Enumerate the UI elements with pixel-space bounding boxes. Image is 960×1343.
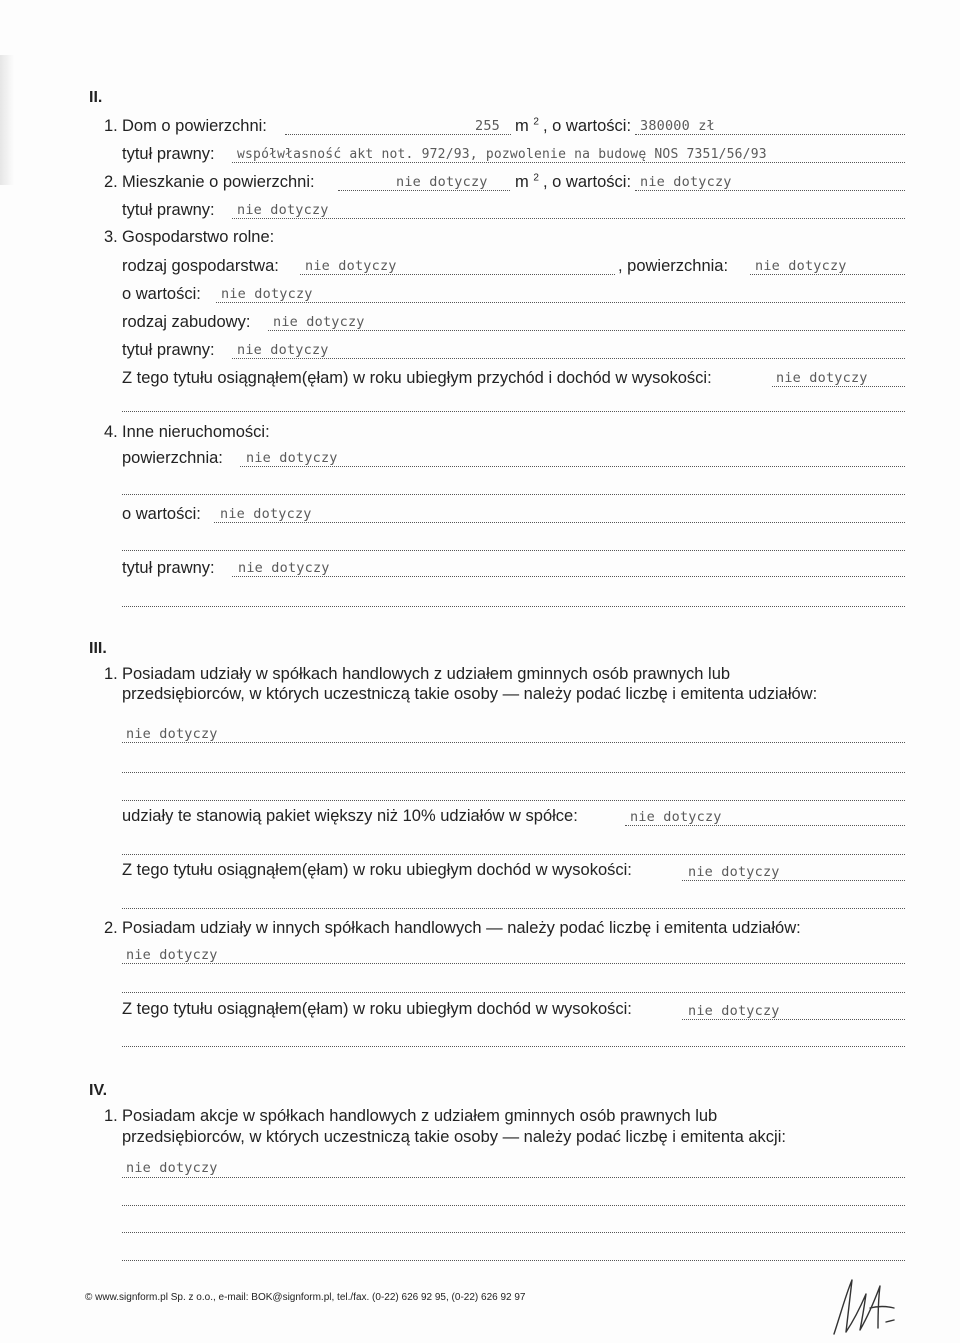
house-value-label: , o wartości: xyxy=(543,117,632,135)
item-number: 2. xyxy=(104,173,118,191)
stocks-answer: nie dotyczy xyxy=(126,1160,218,1176)
flat-title-value: nie dotyczy xyxy=(237,202,329,218)
other-property-heading: Inne nieruchomości: xyxy=(122,423,270,441)
dotted-line xyxy=(285,134,511,135)
other-shares-income-label: Z tego tytułu osiągnąłem(ęłam) w roku ubiegłym dochód w wysokości: xyxy=(122,1000,632,1018)
dotted-line xyxy=(682,1019,905,1020)
dotted-line xyxy=(240,466,905,467)
dotted-line xyxy=(122,411,905,412)
flat-area-label: Mieszkanie o powierzchni: xyxy=(122,173,315,191)
item-number: 4. xyxy=(104,423,118,441)
dotted-line xyxy=(268,330,905,331)
other-area-label: powierzchnia: xyxy=(122,449,223,467)
dotted-line xyxy=(122,1232,905,1233)
section-iv-heading: IV. xyxy=(89,1082,108,1099)
dotted-line xyxy=(625,825,905,826)
other-shares-income-value: nie dotyczy xyxy=(688,1003,780,1019)
dotted-line xyxy=(338,190,510,191)
item-number: 1. xyxy=(104,117,118,135)
farm-build-label: rodzaj zabudowy: xyxy=(122,313,251,331)
dotted-line xyxy=(122,1205,905,1206)
dotted-line xyxy=(122,1177,905,1178)
item-number: 3. xyxy=(104,228,118,246)
dotted-line xyxy=(772,386,905,387)
farm-income-value: nie dotyczy xyxy=(776,370,868,386)
other-title-value: nie dotyczy xyxy=(238,560,330,576)
flat-value: nie dotyczy xyxy=(640,174,732,190)
item-number: 1. xyxy=(104,1107,118,1125)
shares-income-value: nie dotyczy xyxy=(688,864,780,880)
farm-income-label: Z tego tytułu osiągnąłem(ęłam) w roku ubiegłym przychód i dochód w wysokości: xyxy=(122,369,712,387)
farm-area-label: , powierzchnia: xyxy=(618,257,729,275)
dotted-line xyxy=(122,494,905,495)
dotted-line xyxy=(232,576,905,577)
shares-answer: nie dotyczy xyxy=(126,726,218,742)
dotted-line xyxy=(122,992,905,993)
stocks-line1: Posiadam akcje w spółkach handlowych z udziałem gminnych osób prawnych lub xyxy=(122,1107,718,1125)
dotted-line xyxy=(122,908,905,909)
dotted-line xyxy=(232,218,905,219)
house-area-value: 255 xyxy=(475,118,500,134)
dotted-line xyxy=(122,1260,905,1261)
house-title-value: współwłasność akt not. 972/93, pozwolenie na budowę NOS 7351/56/93 xyxy=(237,147,767,162)
farm-title-label: tytuł prawny: xyxy=(122,341,215,359)
dotted-line xyxy=(300,274,615,275)
other-shares-answer: nie dotyczy xyxy=(126,947,218,963)
dotted-line xyxy=(122,772,905,773)
farm-title-value: nie dotyczy xyxy=(237,342,329,358)
item-number: 1. xyxy=(104,665,118,683)
area-unit: m $^2$ xyxy=(515,116,539,135)
shares-pct-value: nie dotyczy xyxy=(630,809,722,825)
dotted-line xyxy=(122,854,905,855)
farm-value-label: o wartości: xyxy=(122,285,201,303)
farm-type-value: nie dotyczy xyxy=(305,258,397,274)
farm-type-label: rodzaj gospodarstwa: xyxy=(122,257,279,275)
house-value: 380000 zł xyxy=(640,118,715,134)
dotted-line xyxy=(682,880,905,881)
other-value: nie dotyczy xyxy=(220,506,312,522)
house-title-label: tytuł prawny: xyxy=(122,145,215,163)
footer-text: © www.signform.pl Sp. z o.o., e-mail: BOK@signform.pl, tel./fax. (0-22) 626 92 95, (0-22) 626 92 97 xyxy=(85,1292,526,1303)
other-value-label: o wartości: xyxy=(122,505,201,523)
dotted-line xyxy=(122,550,905,551)
other-area-value: nie dotyczy xyxy=(246,450,338,466)
section-iii-heading: III. xyxy=(89,640,107,657)
dotted-line xyxy=(216,302,905,303)
dotted-line xyxy=(232,358,905,359)
flat-title-label: tytuł prawny: xyxy=(122,201,215,219)
dotted-line xyxy=(122,800,905,801)
dotted-line xyxy=(635,190,905,191)
farm-value: nie dotyczy xyxy=(221,286,313,302)
dotted-line xyxy=(232,162,905,163)
dotted-line xyxy=(122,742,905,743)
dotted-line xyxy=(122,963,905,964)
dotted-line xyxy=(750,274,905,275)
farm-area-value: nie dotyczy xyxy=(755,258,847,274)
stocks-line2: przedsiębiorców, w których uczestniczą takie osoby — należy podać liczbę i emitenta akcji: xyxy=(122,1128,786,1146)
farm-heading: Gospodarstwo rolne: xyxy=(122,228,275,246)
item-number: 2. xyxy=(104,919,118,937)
shares-line2: przedsiębiorców, w których uczestniczą takie osoby — należy podać liczbę i emitenta udziałów: xyxy=(122,685,818,703)
shares-line1: Posiadam udziały w spółkach handlowych z udziałem gminnych osób prawnych lub xyxy=(122,665,731,683)
dotted-line xyxy=(635,134,905,135)
shares-pct-label: udziały te stanowią pakiet większy niż 10% udziałów w spółce: xyxy=(122,807,578,825)
other-title-label: tytuł prawny: xyxy=(122,559,215,577)
house-area-label: Dom o powierzchni: xyxy=(122,117,267,135)
area-unit: m $^2$ xyxy=(515,172,539,191)
other-shares-line1: Posiadam udziały w innych spółkach handlowych — należy podać liczbę i emitenta udziałów: xyxy=(122,919,801,937)
dotted-line xyxy=(122,606,905,607)
section-ii-heading: II. xyxy=(89,89,103,106)
flat-value-label: , o wartości: xyxy=(543,173,632,191)
handwritten-signature xyxy=(826,1272,906,1342)
dotted-line xyxy=(214,522,905,523)
scan-shadow xyxy=(0,55,14,185)
flat-area-value: nie dotyczy xyxy=(396,174,488,190)
dotted-line xyxy=(122,1046,905,1047)
farm-build-value: nie dotyczy xyxy=(273,314,365,330)
shares-income-label: Z tego tytułu osiągnąłem(ęłam) w roku ubiegłym dochód w wysokości: xyxy=(122,861,632,879)
